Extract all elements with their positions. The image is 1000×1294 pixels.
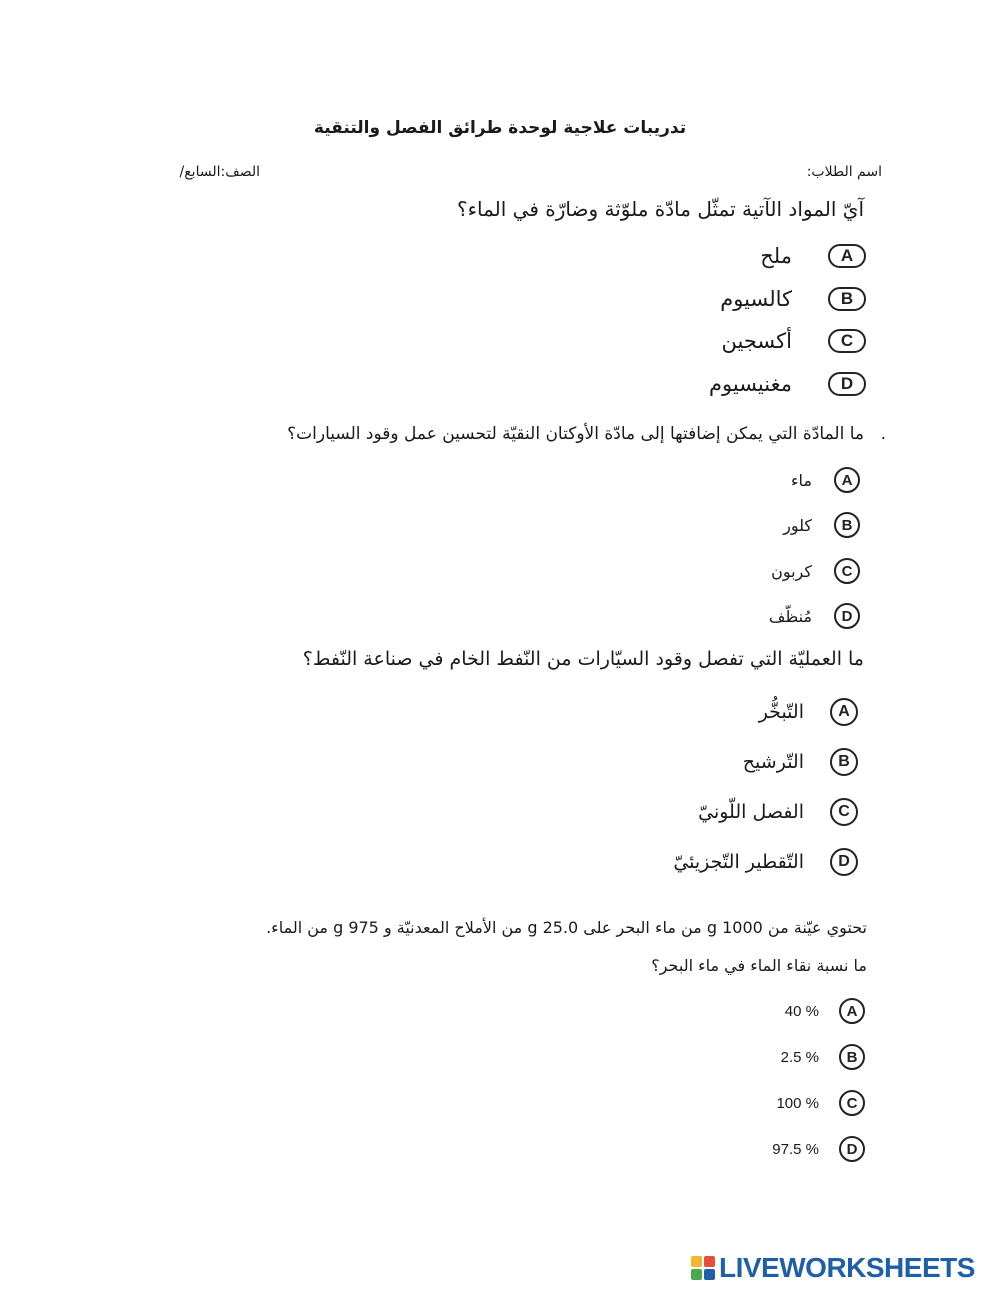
question-4-text-line1: تحتوي عيّنة من 1000 g من ماء البحر على 25.0 g من الأملاح المعدنيّة و 975 g من الماء. bbox=[266, 918, 867, 937]
option-text: 100 % bbox=[776, 1094, 819, 1112]
liveworksheets-brand[interactable] bbox=[690, 1252, 975, 1284]
option-letter-badge: B bbox=[834, 512, 860, 538]
option-text: الفصل اللّونيّ bbox=[698, 801, 804, 823]
option-text: التّرشيح bbox=[742, 751, 804, 773]
option-letter-badge: D bbox=[839, 1136, 865, 1162]
question-2-text: ما المادّة التي يمكن إضافتها إلى مادّة الأوكتان النقيّة لتحسين عمل وقود السيارات؟ bbox=[287, 424, 864, 444]
option-text: أكسجين bbox=[721, 329, 792, 353]
question-3-option-c[interactable] bbox=[698, 798, 858, 826]
option-text: مُنظّف bbox=[768, 606, 812, 626]
option-letter-badge: C bbox=[839, 1090, 865, 1116]
question-1-option-c[interactable] bbox=[722, 329, 866, 353]
option-letter-badge: B bbox=[830, 748, 858, 776]
worksheet-title: تدريبات علاجية لوحدة طرائق الفصل والتنقية bbox=[313, 118, 687, 138]
option-letter-badge: B bbox=[828, 287, 866, 311]
question-2-option-d[interactable] bbox=[769, 603, 860, 629]
question-1-option-b[interactable] bbox=[720, 287, 866, 311]
option-text: كالسيوم bbox=[720, 287, 792, 311]
question-4-option-a[interactable] bbox=[785, 998, 865, 1024]
option-letter-badge: D bbox=[828, 372, 866, 396]
option-letter-badge: C bbox=[828, 329, 866, 353]
question-4-text-line2: ما نسبة نقاء الماء في ماء البحر؟ bbox=[651, 956, 867, 975]
option-text: كلور bbox=[783, 515, 812, 535]
question-4-option-b[interactable] bbox=[781, 1044, 865, 1070]
question-4-option-c[interactable] bbox=[776, 1090, 865, 1116]
option-letter-badge: B bbox=[839, 1044, 865, 1070]
option-letter-badge: D bbox=[830, 848, 858, 876]
student-name-label: اسم الطلاب: bbox=[806, 164, 882, 180]
option-text: 40 % bbox=[784, 1002, 819, 1020]
option-letter-badge: C bbox=[834, 558, 860, 584]
option-text: 2.5 % bbox=[780, 1048, 819, 1066]
brand-wordmark: LIVEWORKSHEETS bbox=[719, 1252, 975, 1283]
question-1-text: آيّ المواد الآتية تمثّل مادّة ملوّثة وضارّة في الماء؟ bbox=[456, 197, 864, 221]
option-text: مغنيسيوم bbox=[709, 372, 792, 396]
option-text: التّقطير التّجزيئيّ bbox=[673, 851, 804, 873]
option-text: ملح bbox=[760, 244, 792, 268]
question-2-option-a[interactable] bbox=[791, 467, 860, 493]
question-3-option-d[interactable] bbox=[673, 848, 858, 876]
question-2-bullet: . bbox=[880, 424, 886, 444]
option-letter-badge: A bbox=[830, 698, 858, 726]
option-letter-badge: A bbox=[834, 467, 860, 493]
option-letter-badge: A bbox=[828, 244, 866, 268]
question-3-option-a[interactable] bbox=[759, 698, 858, 726]
option-text: كربون bbox=[771, 561, 812, 581]
liveworksheets-logo-icon bbox=[690, 1255, 716, 1281]
option-text: ماء bbox=[791, 470, 812, 490]
option-letter-badge: A bbox=[839, 998, 865, 1024]
option-text: 97.5 % bbox=[772, 1140, 819, 1158]
question-2-option-c[interactable] bbox=[771, 558, 860, 584]
question-1-option-a[interactable] bbox=[760, 244, 866, 268]
question-3-option-b[interactable] bbox=[743, 748, 858, 776]
option-letter-badge: D bbox=[834, 603, 860, 629]
question-2-option-b[interactable] bbox=[783, 512, 860, 538]
question-1-option-d[interactable] bbox=[709, 372, 866, 396]
question-3-text: ما العمليّة التي تفصل وقود السيّارات من النّفط الخام في صناعة النّفط؟ bbox=[302, 648, 864, 670]
grade-label: الصف:السابع/ bbox=[179, 164, 260, 180]
question-4-option-d[interactable] bbox=[772, 1136, 865, 1162]
option-letter-badge: C bbox=[830, 798, 858, 826]
option-text: التّبخُّر bbox=[758, 701, 804, 723]
